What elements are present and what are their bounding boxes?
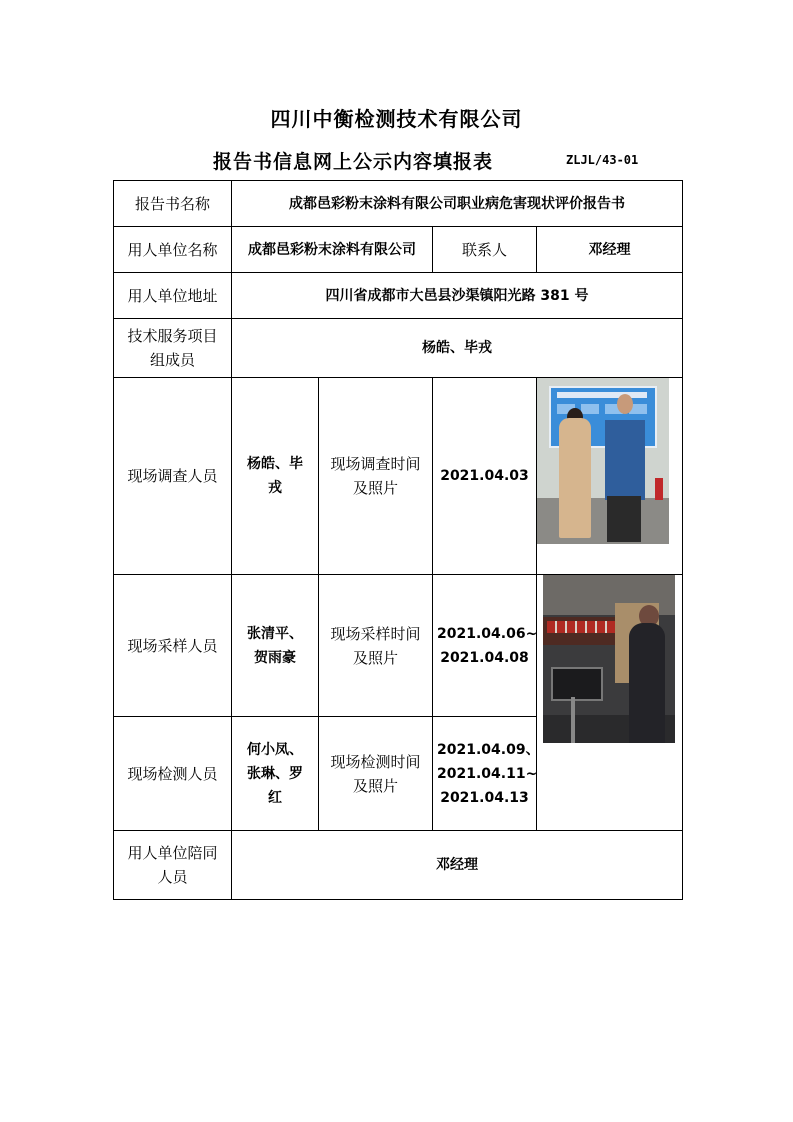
team-label-line2: 组成员 — [149, 351, 195, 369]
survey-date: 2021.04.03 — [433, 378, 537, 575]
contact-label: 联系人 — [433, 227, 537, 273]
survey-time-label — [319, 378, 433, 575]
testing-date-line1: 2021.04.09、 — [437, 741, 540, 758]
report-info-table — [113, 180, 683, 900]
testing-time-label-line2: 及照片 — [352, 776, 398, 795]
sampling-label: 现场采样人员 — [114, 575, 232, 717]
survey-people-line1: 杨皓、毕 — [247, 456, 303, 472]
row-survey — [114, 378, 683, 575]
survey-label: 现场调查人员 — [114, 378, 232, 575]
sampling-date-line1: 2021.04.06~ — [437, 625, 538, 642]
escort-label-line1: 用人单位陪同 — [127, 844, 218, 862]
address-value: 四川省成都市大邑县沙渠镇阳光路 381 号 — [232, 273, 683, 319]
sampling-photo — [543, 575, 675, 743]
person-man — [605, 420, 645, 500]
sampling-time-label-line2: 及照片 — [352, 648, 398, 667]
testing-date-line2: 2021.04.11~ — [437, 765, 538, 782]
testing-date-line3: 2021.04.13 — [440, 789, 529, 806]
row-report-name — [114, 181, 683, 227]
sampling-device — [551, 667, 603, 701]
row-address — [114, 273, 683, 319]
team-label-line1: 技术服务项目 — [127, 327, 218, 345]
survey-time-label-line1: 现场调查时间 — [330, 455, 421, 473]
survey-people — [232, 378, 319, 575]
address-label: 用人单位地址 — [114, 273, 232, 319]
survey-time-label-line2: 及照片 — [352, 479, 398, 497]
company-name: 四川中衡检测技术有限公司 — [270, 107, 523, 131]
team-value: 杨皓、毕戎 — [232, 319, 683, 378]
report-name-value: 成都邑彩粉末涂料有限公司职业病危害现状评价报告书 — [232, 181, 683, 227]
testing-people-line3: 红 — [268, 789, 282, 806]
sampling-date — [433, 575, 537, 717]
report-name-label: 报告书名称 — [114, 181, 232, 227]
team-label — [114, 319, 232, 378]
sampling-people — [232, 575, 319, 717]
testing-people — [232, 717, 319, 831]
escort-label-line2: 人员 — [157, 868, 188, 886]
employer-name-value: 成都邑彩粉末涂料有限公司 — [232, 227, 433, 273]
row-sampling — [114, 575, 683, 717]
form-code: ZLJL/43-01 — [566, 153, 639, 167]
row-team — [114, 319, 683, 378]
person-sampler — [629, 623, 665, 743]
sampling-photo-cell — [537, 575, 683, 831]
survey-photo-cell — [537, 378, 683, 575]
escort-value: 邓经理 — [232, 831, 683, 900]
sampling-date-line2: 2021.04.08 — [440, 649, 529, 666]
contact-value: 邓经理 — [537, 227, 683, 273]
person-woman — [559, 418, 591, 538]
fire-extinguisher — [655, 478, 663, 500]
sampling-time-label-line1: 现场采样时间 — [330, 624, 421, 643]
testing-time-label — [319, 717, 433, 831]
testing-time-label-line1: 现场检测时间 — [330, 752, 421, 771]
testing-people-line2: 张琳、罗 — [247, 765, 303, 782]
testing-label: 现场检测人员 — [114, 717, 232, 831]
row-escort — [114, 831, 683, 900]
testing-people-line1: 何小凤、 — [247, 741, 303, 758]
testing-date — [433, 717, 540, 831]
sampling-people-line1: 张清平、 — [247, 625, 303, 642]
escort-label — [114, 831, 232, 900]
survey-photo — [537, 378, 669, 544]
survey-people-line2: 戎 — [268, 480, 282, 496]
sampling-people-line2: 贺雨豪 — [254, 649, 296, 666]
row-employer — [114, 227, 683, 273]
sampling-time-label — [319, 575, 433, 717]
employer-name-label: 用人单位名称 — [114, 227, 232, 273]
form-title: 报告书信息网上公示内容填报表 — [213, 151, 494, 173]
